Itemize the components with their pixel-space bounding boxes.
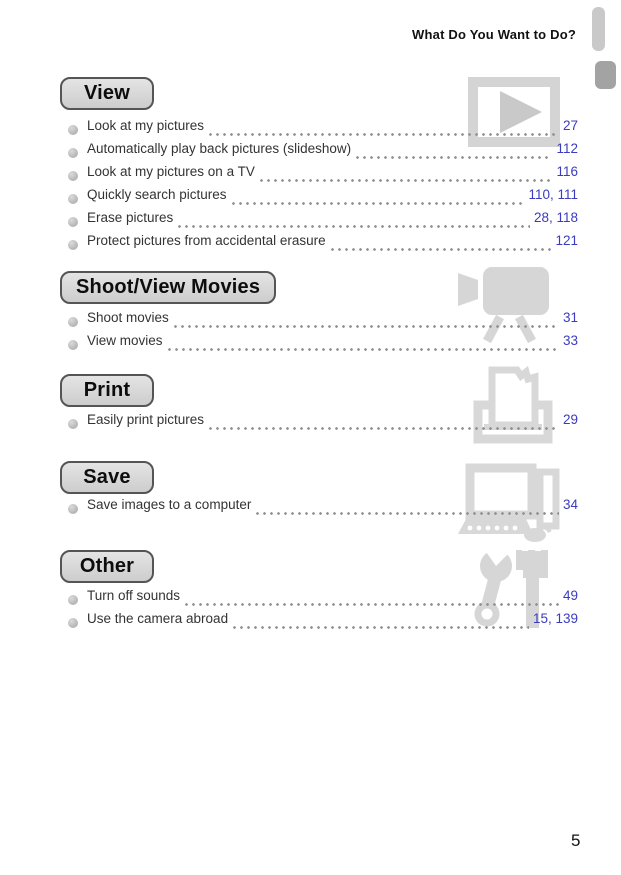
bullet-icon bbox=[68, 340, 78, 350]
section-print bbox=[60, 374, 578, 427]
toc-item-label: View movies bbox=[87, 333, 163, 348]
dotted-leader bbox=[256, 512, 559, 515]
dotted-leader bbox=[233, 626, 529, 629]
toc-page-ref[interactable]: 116 bbox=[556, 164, 578, 179]
section-other-heading: Other bbox=[60, 550, 154, 583]
chapter-tab-bar bbox=[592, 7, 605, 51]
dotted-leader bbox=[178, 225, 530, 228]
toc-item-search-pictures[interactable] bbox=[68, 187, 578, 210]
section-movies bbox=[60, 271, 578, 348]
dotted-leader bbox=[168, 348, 559, 351]
toc-item-label: Look at my pictures bbox=[87, 118, 205, 133]
dotted-leader bbox=[209, 427, 559, 430]
dotted-leader bbox=[185, 603, 559, 606]
dotted-leader bbox=[331, 248, 552, 251]
dotted-leader bbox=[209, 133, 559, 136]
bullet-icon bbox=[68, 618, 78, 628]
section-other bbox=[60, 550, 578, 626]
toc-page-ref[interactable]: 110, 111 bbox=[528, 187, 578, 202]
toc-item-look-at-pictures[interactable] bbox=[68, 118, 578, 141]
toc-item-label: Easily print pictures bbox=[87, 412, 205, 427]
dotted-leader bbox=[356, 156, 552, 159]
page-title: What Do You Want to Do? bbox=[412, 27, 576, 42]
section-save bbox=[60, 461, 578, 512]
section-movies-heading: Shoot/View Movies bbox=[60, 271, 276, 304]
toc-item-label: Shoot movies bbox=[87, 310, 169, 325]
chapter-tab bbox=[595, 61, 616, 89]
toc-item-shoot-movies[interactable] bbox=[68, 310, 578, 333]
toc-item-label: Turn off sounds bbox=[87, 588, 181, 603]
toc-item-slideshow[interactable] bbox=[68, 141, 578, 164]
toc-page-ref[interactable]: 15, 139 bbox=[532, 611, 578, 626]
bullet-icon bbox=[68, 240, 78, 250]
toc-item-protect-pictures[interactable] bbox=[68, 233, 578, 256]
toc-page-ref[interactable]: 33 bbox=[562, 333, 578, 348]
toc-item-label: Quickly search pictures bbox=[87, 187, 227, 202]
section-view bbox=[60, 77, 578, 248]
toc-item-print-pictures[interactable] bbox=[68, 412, 578, 435]
toc-page-ref[interactable]: 28, 118 bbox=[533, 210, 578, 225]
toc-item-camera-abroad[interactable] bbox=[68, 611, 578, 634]
toc-page-ref[interactable]: 27 bbox=[562, 118, 578, 133]
bullet-icon bbox=[68, 317, 78, 327]
section-print-heading: Print bbox=[60, 374, 154, 407]
toc-item-label: Use the camera abroad bbox=[87, 611, 229, 626]
page-number: 5 bbox=[571, 831, 581, 850]
bullet-icon bbox=[68, 194, 78, 204]
toc-page-ref[interactable]: 31 bbox=[562, 310, 578, 325]
toc-item-pictures-on-tv[interactable] bbox=[68, 164, 578, 187]
toc-item-label: Erase pictures bbox=[87, 210, 174, 225]
bullet-icon bbox=[68, 171, 78, 181]
bullet-icon bbox=[68, 125, 78, 135]
toc-item-erase-pictures[interactable] bbox=[68, 210, 578, 233]
dotted-leader bbox=[232, 202, 525, 205]
toc-page-ref[interactable]: 49 bbox=[562, 588, 578, 603]
bullet-icon bbox=[68, 148, 78, 158]
dotted-leader bbox=[174, 325, 559, 328]
section-view-heading: View bbox=[60, 77, 154, 110]
toc-page-ref[interactable]: 34 bbox=[562, 497, 578, 512]
toc-item-save-images[interactable] bbox=[68, 497, 578, 520]
bullet-icon bbox=[68, 217, 78, 227]
toc-page-ref[interactable]: 112 bbox=[556, 141, 578, 156]
toc-item-label: Automatically play back pictures (slideshow) bbox=[87, 141, 352, 156]
toc-item-label: Save images to a computer bbox=[87, 497, 252, 512]
dotted-leader bbox=[260, 179, 553, 182]
bullet-icon bbox=[68, 504, 78, 514]
toc-page-ref[interactable]: 29 bbox=[562, 412, 578, 427]
bullet-icon bbox=[68, 595, 78, 605]
bullet-icon bbox=[68, 419, 78, 429]
toc-item-turn-off-sounds[interactable] bbox=[68, 588, 578, 611]
toc-item-label: Look at my pictures on a TV bbox=[87, 164, 255, 179]
section-save-heading: Save bbox=[60, 461, 154, 494]
toc-item-view-movies[interactable] bbox=[68, 333, 578, 356]
toc-page-ref[interactable]: 121 bbox=[555, 233, 578, 248]
toc-item-label: Protect pictures from accidental erasure bbox=[87, 233, 326, 248]
